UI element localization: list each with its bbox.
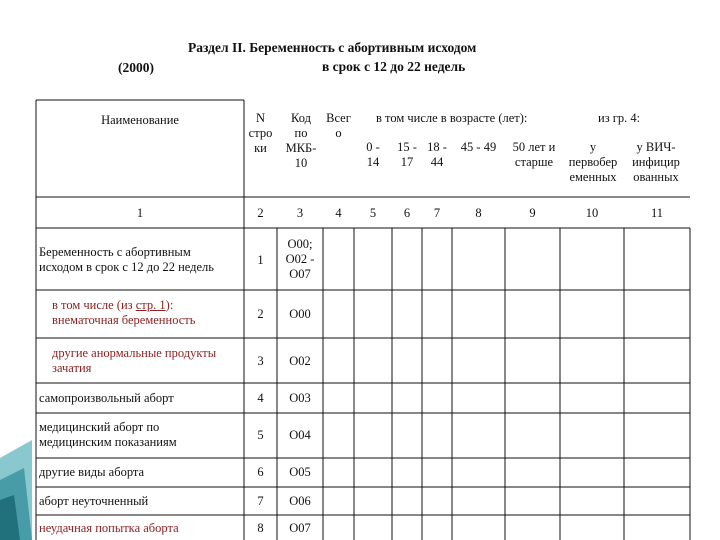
col-num-6: 6 xyxy=(403,206,411,220)
row-5-name-l2: медицинским показаниям xyxy=(39,435,177,449)
table-row-4-name: самопроизвольный аборт xyxy=(39,391,174,405)
header-age-50 xyxy=(505,140,563,170)
col-num-1: 1 xyxy=(136,206,144,220)
row-6-number: 6 xyxy=(257,465,264,479)
header-of-group4: из гр. 4: xyxy=(598,111,641,125)
header-row-no-l1: N xyxy=(255,111,266,125)
header-primipara-l2: первобер xyxy=(568,155,618,169)
col-num-10: 10 xyxy=(585,206,599,220)
row-2-name-l1 xyxy=(52,298,246,313)
header-hiv xyxy=(624,140,688,185)
col-num-7: 7 xyxy=(433,206,441,220)
row-1-code xyxy=(277,237,323,282)
table-row-8-name: неудачная попытка аборта xyxy=(39,521,179,535)
row-2-name-tail: ): xyxy=(165,298,174,312)
header-age-0-14-l2: 14 xyxy=(366,155,380,169)
col-num-11: 11 xyxy=(650,206,664,220)
col-num-8: 8 xyxy=(475,206,482,220)
header-row-no-l3: ки xyxy=(254,141,267,155)
header-age-15-17-l2: 17 xyxy=(400,155,414,169)
header-code-l3: МКБ- xyxy=(285,141,317,155)
row-2-page-link[interactable]: стр. 1 xyxy=(135,298,166,312)
header-primipara-l1: у xyxy=(589,140,597,154)
header-age-15-17 xyxy=(392,140,422,170)
row-8-code: O07 xyxy=(289,521,311,535)
header-age-0-14-l1: 0 - xyxy=(366,140,380,154)
row-6-code: O05 xyxy=(289,465,311,479)
row-3-number: 3 xyxy=(257,354,264,368)
header-total-l2: о xyxy=(335,126,342,140)
header-age-50-l1: 50 лет и xyxy=(512,140,556,154)
row-5-name-l1: медицинский аборт по xyxy=(39,420,160,434)
row-4-code: O03 xyxy=(289,391,311,405)
header-primipara-l3: еменных xyxy=(569,170,617,184)
header-age-15-17-l1: 15 - xyxy=(397,140,417,154)
table-row-5-name xyxy=(37,420,246,450)
row-1-number: 1 xyxy=(257,253,264,267)
row-1-code-l2: O02 - xyxy=(285,252,315,266)
header-age-45-49: 45 - 49 xyxy=(460,140,497,154)
header-primipara xyxy=(562,140,624,185)
header-row-no-l2: стро xyxy=(248,126,273,140)
header-code xyxy=(279,111,323,171)
table-row-2-name xyxy=(50,298,246,328)
header-age-group: в том числе в возрасте (лет): xyxy=(376,111,528,125)
row-2-number: 2 xyxy=(257,307,264,321)
row-1-code-l1: O00; xyxy=(287,237,313,251)
row-8-number: 8 xyxy=(257,521,264,535)
header-code-l1: Код xyxy=(291,111,311,125)
row-3-code: O02 xyxy=(289,354,311,368)
row-1-name-l2: исходом в срок с 12 до 22 недель xyxy=(39,260,214,274)
row-1-name-l1: Беременность с абортивным xyxy=(39,245,191,259)
header-hiv-l1: у ВИЧ- xyxy=(636,140,676,154)
row-4-number: 4 xyxy=(257,391,264,405)
row-3-name-l2: зачатия xyxy=(52,361,92,375)
title-line-1: Раздел II. Беременность с абортивным исходом xyxy=(188,40,477,55)
header-age-18-44-l2: 44 xyxy=(430,155,444,169)
header-hiv-l3: ованных xyxy=(633,170,679,184)
row-5-code: O04 xyxy=(289,428,311,442)
table-row-1-name xyxy=(37,245,246,275)
header-code-l2: по xyxy=(294,126,308,140)
row-2-name-l2: внематочная беременность xyxy=(52,313,196,327)
header-row-no xyxy=(244,111,277,156)
table-row-3-name xyxy=(50,346,246,376)
header-hiv-l2: инфицир xyxy=(632,155,680,169)
title-line-2: в срок с 12 до 22 недель xyxy=(322,59,466,74)
header-age-50-l2: старше xyxy=(514,155,554,169)
row-2-code: O00 xyxy=(289,307,311,321)
row-1-code-l3: O07 xyxy=(289,267,311,281)
row-2-name-prefix: в том числе (из xyxy=(52,298,136,312)
row-5-number: 5 xyxy=(257,428,264,442)
header-total xyxy=(323,111,354,141)
col-num-4: 4 xyxy=(335,206,342,220)
header-age-18-44 xyxy=(422,140,452,170)
header-code-l4: 10 xyxy=(294,156,308,170)
row-3-name-l1: другие анормальные продукты xyxy=(52,346,217,360)
col-num-5: 5 xyxy=(369,206,377,220)
table-row-7-name: аборт неуточненный xyxy=(39,494,149,508)
row-7-number: 7 xyxy=(257,494,264,508)
table-row-6-name: другие виды аборта xyxy=(39,465,145,479)
header-name: Наименование xyxy=(101,113,179,127)
header-total-l1: Всег xyxy=(326,111,351,125)
year-label: (2000) xyxy=(118,60,154,75)
header-age-0-14 xyxy=(358,140,388,170)
row-7-code: O06 xyxy=(289,494,311,508)
col-num-9: 9 xyxy=(529,206,536,220)
col-num-3: 3 xyxy=(296,206,304,220)
header-age-18-44-l1: 18 - xyxy=(427,140,447,154)
col-num-2: 2 xyxy=(257,206,264,220)
